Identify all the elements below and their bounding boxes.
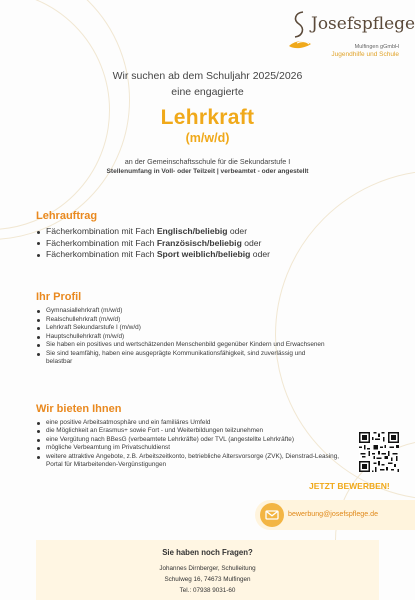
list-item: eine positive Arbeitsatmosphäre und ein familiäres Umfeld xyxy=(36,419,354,427)
qr-code-icon[interactable] xyxy=(359,432,399,472)
section-heading-bieten: Wir bieten Ihnen xyxy=(36,403,122,415)
list-item: eine Vergütung nach BBesG (verbeamtete Lehrkräfte) oder TVL (angestellte Lehrkräfte) xyxy=(36,436,354,444)
contact-question: Sie haben noch Fragen? xyxy=(162,548,253,557)
list-item: Gymnasiallehrkraft (m/w/d) xyxy=(36,307,331,316)
josefspflege-logo xyxy=(291,10,415,70)
item-subject: Französisch/beliebig xyxy=(156,237,242,248)
bieten-list xyxy=(36,419,354,469)
contact-person: Johannes Dirnberger, Schulleitung xyxy=(159,565,256,572)
list-item xyxy=(36,226,366,238)
list-item: weitere attraktive Angebote, z.B. Arbeitszeitkonto, betriebliche Altersvorsorge (ZVK), Dienstrad-Leasing, Portal für Mitarbeitenden-Vergünstigungen xyxy=(36,453,354,470)
item-suffix: oder xyxy=(227,226,248,236)
list-item: die Möglichkeit an Erasmus+ sowie Fort - und Weiterbildungen teilzunehmen xyxy=(36,427,354,435)
list-item: Sie sind teamfähig, haben eine ausgeprägte Kommunikationsfähigkeit, sind zuverlässig und belastbar xyxy=(36,350,331,367)
list-item: Lehrkraft Sekundarstufe I (m/w/d) xyxy=(36,324,331,333)
list-item xyxy=(36,238,366,250)
employment-scope: Stellenumfang in Voll- oder Teilzeit | verbeamtet - oder angestellt xyxy=(106,168,309,175)
job-gender-note: (m/w/d) xyxy=(185,131,230,145)
lehrauftrag-list xyxy=(36,226,366,261)
logo-mark-icon xyxy=(287,10,313,52)
contact-footer xyxy=(36,540,379,600)
apply-now-label: JETZT BEWERBEN! xyxy=(309,481,390,491)
item-text: Fächerkombination mit Fach xyxy=(46,237,157,248)
intro-line: eine engagierte xyxy=(171,86,244,98)
section-heading-profil: Ihr Profil xyxy=(36,291,82,303)
list-item: Sie haben ein positives und wertschätzenden Menschenbild gegenüber Kindern und Erwachsenen xyxy=(36,341,331,350)
item-text: Fächerkombination mit Fach xyxy=(46,249,157,260)
contact-address: Schulweg 16, 74673 Mulfingen xyxy=(164,576,251,583)
logo-legal-form: Mulfingen gGmbH xyxy=(354,44,399,50)
intro-line: Wir suchen ab dem Schuljahr 2025/2026 xyxy=(112,70,303,82)
item-suffix: oder xyxy=(250,249,270,260)
item-text: Fächerkombination mit Fach xyxy=(46,226,157,236)
application-email-link[interactable] xyxy=(255,500,415,530)
item-subject: Sport weiblich/beliebig xyxy=(156,249,251,260)
contact-phone: Tel.: 07938 9031-60 xyxy=(179,587,236,594)
list-item xyxy=(36,249,366,261)
school-description: an der Gemeinschaftsschule für die Sekundarstufe I xyxy=(124,157,291,166)
logo-name: Josefspflege xyxy=(311,14,415,34)
job-title: Lehrkraft xyxy=(160,106,255,129)
item-subject: Englisch/beliebig xyxy=(156,226,228,236)
mail-icon xyxy=(260,503,284,527)
section-heading-lehrauftrag: Lehrauftrag xyxy=(36,210,98,222)
application-email[interactable]: bewerbung@josefspflege.de xyxy=(288,510,379,518)
profil-list xyxy=(36,307,331,367)
item-suffix: oder xyxy=(241,237,262,248)
logo-tagline: Jugendhilfe und Schule xyxy=(331,51,399,58)
list-item: Hauptschullehrkraft (m/w/d) xyxy=(36,333,331,342)
list-item: mögliche Verbeamtung im Privatschuldienst xyxy=(36,444,354,452)
list-item: Realschullehrkraft (m/w/d) xyxy=(36,316,331,325)
